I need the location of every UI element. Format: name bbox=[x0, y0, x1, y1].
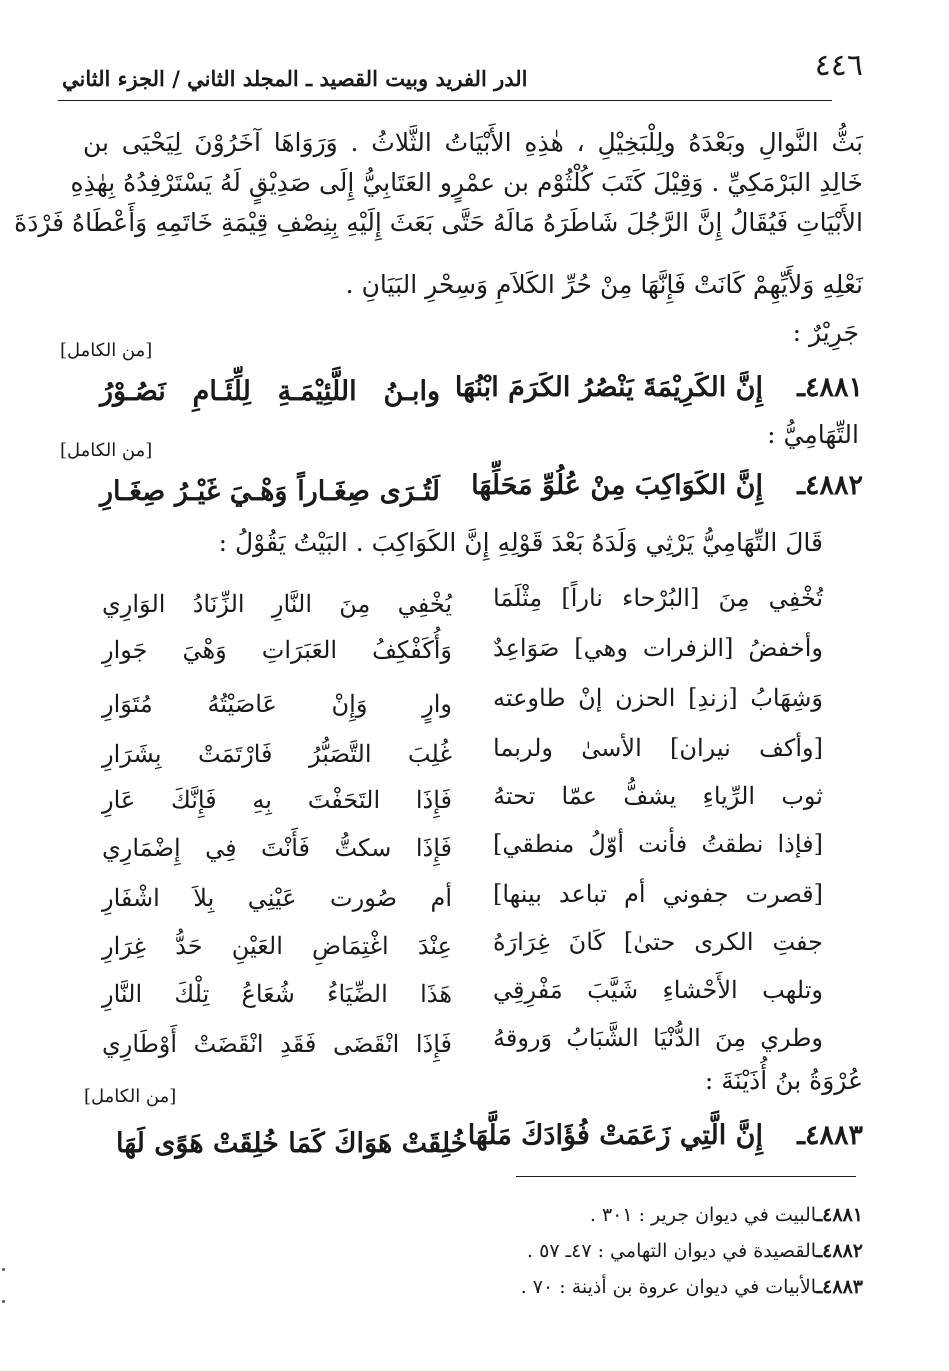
poem-line-1-right: تُخْفِي مِنَ [البُرْحاء ناراً] مِثْلَمَا bbox=[493, 584, 823, 612]
footnote-text: القصيدة في ديوان التهامي : ٤٧ـ ٥٧ . bbox=[527, 1240, 817, 1262]
poem-line-2-left: وَأُكَفْكِفُ العَبَرَاتِ وَهْيَ جَوارِ bbox=[102, 636, 452, 664]
footnote-rule bbox=[516, 1176, 856, 1177]
poem-line-10-left: فَإِذَا انْقَضَى فَقَدِ انْقَضَتْ أَوْطَارِي bbox=[102, 1030, 452, 1058]
poem-line-6-left: فَإِذَا سكتُّ فَأَنْتَ فِي إِضْمَارِي bbox=[102, 834, 452, 862]
verse-4883-second-hemistich: خُلِقَتْ هَوَاكَ كَمَا خُلِقَتْ هَوًى لَهَا bbox=[116, 1128, 468, 1159]
poem-line-9-left: هَذَا الضِّيَاءُ شُعَاعُ تِلْكَ النَّارِ bbox=[102, 980, 452, 1008]
poet-name-urwa: عُرْوَةُ بنُ أُذَيْنَةَ : bbox=[704, 1066, 863, 1095]
meter-label: [من الكامل] bbox=[84, 1086, 177, 1107]
scan-speck bbox=[2, 1268, 5, 1271]
poet-name-tihami: التِّهَامِيُّ : bbox=[767, 420, 859, 449]
prose-line-2: خَالِدِ البَرْمَكِيِّ . وَقِيْلَ كَتَبَ كُلْثُوْم بن عمْرٍو العَتَابِيُّ إِلَى صَدِيْقٍ لَهُ يَسْتَرْفِدُهُ بِهٰذِهِ bbox=[70, 168, 863, 197]
poem-intro: قَالَ التِّهَامِيُّ يَرْثِي وَلَدَهُ بَعْدَ قَوْلِهِ إِنَّ الكَوَاكِبَ . البَيْتُ يَقُوْلُ : bbox=[218, 528, 823, 557]
verse-4882-first-hemistich: إِنَّ الكَوَاكِبَ مِنْ عُلُوِّ مَحَلِّهَا bbox=[471, 470, 763, 501]
verse-4881-first-hemistich: إِنَّ الكَرِيْمَةَ يَنْصُرُ الكَرَمَ ابْنُهَا bbox=[454, 372, 763, 403]
prose-line-4: نَعْلِهِ وَلأَيِّهِمْ كَانَتْ فَإِنَّهَا مِنْ حُرِّ الكَلاَمِ وَسِحْرِ البَيَانِ . bbox=[345, 270, 863, 299]
poem-line-1-left: يُخْفِي مِنَ النَّارِ الزِّنَادُ الوَارِي bbox=[102, 590, 452, 618]
meter-label: [من الكامل] bbox=[60, 340, 153, 361]
poem-line-7-left: أم صُورت عَيْنِي بِلاَ اشْفَارِ bbox=[102, 884, 452, 912]
verse-number-4883: ٤٨٨٣ـ bbox=[797, 1120, 863, 1151]
scan-speck bbox=[2, 1300, 5, 1303]
footnote-number: ٤٨٨٣ـ bbox=[816, 1276, 863, 1298]
prose-line-3: الأَبْيَاتِ فَيُقَالُ إِنَّ الرَّجُلَ شَاطَرَهُ مَالَهُ حَتَّى بَعَثَ إِلَيْهِ بِنِصْفِ قِيْمَةِ خَاتَمِهِ وَأَعْطَاهُ فَرْدَةَ bbox=[14, 208, 863, 237]
footnote-4883 bbox=[521, 1276, 863, 1298]
poem-line-7-right: [قصرت جفوني أم تباعد بينها] bbox=[493, 880, 823, 908]
prose-line-1: بَثُّ النَّوالِ وبَعْدَهُ ولِلْبَخِيْلِ ، هٰذِهِ الأَبْيَاتُ الثَّلاثُ . وَرَوَاهَا آخَرُوْنَ لِيَحْيَى بن bbox=[83, 128, 863, 157]
header-rule bbox=[58, 100, 832, 101]
verse-4881-second-hemistich: وابـنُ اللَّئِيْمَـةِ لِلِّئَـامِ نَصُـوْرُ bbox=[100, 376, 440, 407]
poem-line-10-right: وطري مِنَ الدُّنْيَا الشَّبَابُ وَروقهُ bbox=[493, 1024, 823, 1052]
verse-4883-first-hemistich: إِنَّ الَّتِي زَعَمَتْ فُؤَادَكَ مَلَّهَا bbox=[467, 1120, 763, 1151]
footnote-number: ٤٨٨١ـ bbox=[816, 1204, 863, 1226]
poem-line-8-right: جفتِ الكرى حتىٰ] كَانَ غِرَارَهُ bbox=[493, 928, 823, 956]
meter-label: [من الكامل] bbox=[60, 440, 153, 461]
verse-number-4881: ٤٨٨١ـ bbox=[797, 372, 863, 403]
poem-line-8-left: عِنْدَ اغْتِمَاضِ العَيْنِ حَدُّ غِرَارِ bbox=[102, 932, 452, 960]
page-number: ٤٤٦ bbox=[814, 48, 863, 83]
poem-line-4-left: غُلِبَ التَّصَبُّرُ فَارْتَمَتْ بِشَرَارِ bbox=[102, 740, 452, 768]
poem-line-5-right: ثوب الرِّياءِ يشفُّ عمّا تحتهُ bbox=[493, 782, 823, 810]
footnote-text: الأبيات في ديوان عروة بن أذينة : ٧٠ . bbox=[520, 1276, 817, 1298]
footnote-4882 bbox=[527, 1240, 863, 1262]
footnote-4881 bbox=[590, 1204, 863, 1226]
poem-line-6-right: [فإذا نطقتُ فأنت أوّلُ منطقي] bbox=[493, 830, 823, 858]
verse-number-4882: ٤٨٨٢ـ bbox=[797, 470, 863, 501]
footnote-number: ٤٨٨٢ـ bbox=[816, 1240, 863, 1262]
poem-line-3-left: وارٍ وَإِنْ عَاصَيْتُهُ مُتَوَارِ bbox=[102, 690, 452, 718]
poem-line-3-right: وَشِهَابُ [زندِ] الحزن إنْ طاوعته bbox=[493, 684, 823, 712]
footnote-text: البيت في ديوان جرير : ٣٠١ . bbox=[589, 1204, 817, 1226]
poem-line-5-left: فَإِذَا التَحَفْتَ بِهِ فَإِنَّكَ عَارِ bbox=[102, 786, 452, 814]
poem-line-4-right: [وأكف نيران] الأسىٰ ولربما bbox=[493, 734, 823, 762]
verse-4882-second-hemistich: لَتُـرَى صِغَـاراً وَهْـيَ غَيْـرُ صِغَـارِ bbox=[100, 476, 440, 507]
poem-line-9-right: وتلهب الأَحْشاءِ شَيَّبَ مَفْرِقِي bbox=[493, 976, 823, 1004]
poem-line-2-right: وأخفضُ [الزفرات وهي] صَوَاعِدٌ bbox=[493, 634, 823, 662]
poet-name-jarir: جَرِيْرٌ : bbox=[792, 318, 859, 347]
running-title: الدر الفريد وبيت القصيد ـ المجلد الثاني / الجزء الثاني bbox=[62, 66, 528, 91]
